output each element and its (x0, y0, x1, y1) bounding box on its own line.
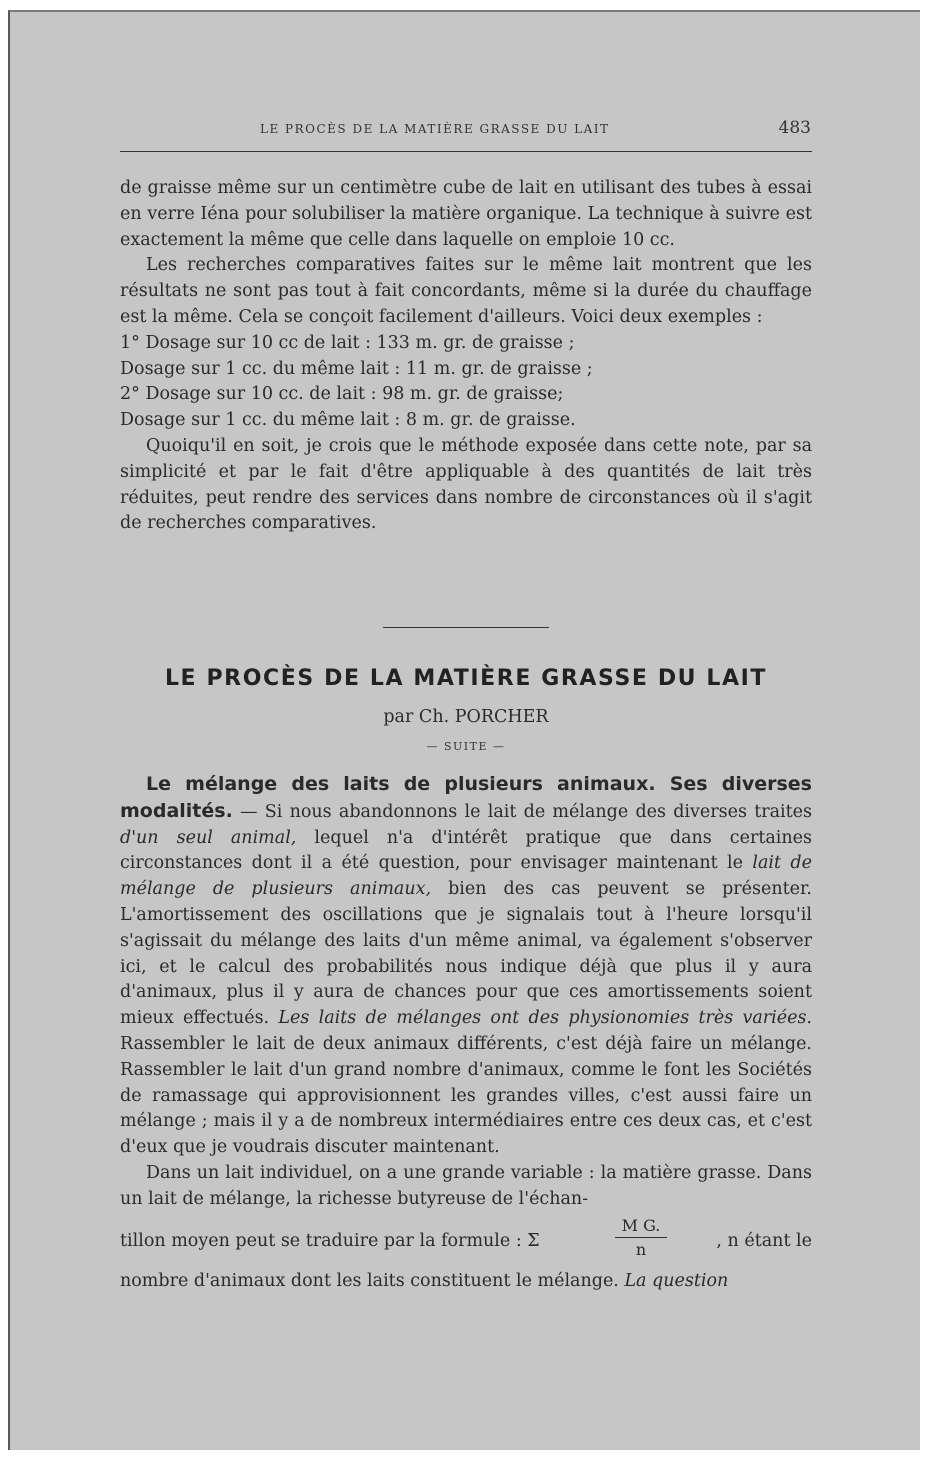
section-heading: Le mélange des laits de plusieurs animaux. Ses diverses modalités. (120, 773, 812, 822)
paragraph: de graisse même sur un centimètre cube de lait en utilisant des tubes à essai en verre Iéna pour solubiliser la matière organique. La technique à suivre est exactement la même que celle dans laquelle on emploie 10 cc. (120, 178, 812, 250)
formula-fraction (615, 1216, 667, 1260)
dosage-line: 2° Dosage sur 10 cc. de lait : 98 m. gr. de graisse; (120, 384, 564, 405)
previous-article-text (120, 176, 812, 537)
page-number: 483 (778, 118, 811, 138)
continuation-label: — SUITE — (426, 740, 506, 753)
article-body (120, 772, 812, 1294)
article-separator-rule (383, 627, 549, 628)
emphasis: d'un seul animal, (120, 827, 297, 848)
formula-line (120, 1213, 812, 1269)
emphasis: Les laits de mélanges ont des physionomies très variées. (278, 1008, 812, 1029)
text-run: lequel n'a d'intérêt pratique que dans certaines circonstances dont il a été question, pour envisager maintenant le (120, 827, 813, 874)
dosage-line: Dosage sur 1 cc. du même lait : 8 m. gr. de graisse. (120, 410, 576, 431)
text-run: Rassembler le lait de deux animaux différents, c'est déjà faire un mélange. Rassembler le lait d'un grand nombre d'animaux, comme le font les Sociétés de ramassage qui approvisionnent les grandes villes, c'est aussi faire un mélange ; mais il y a de nombreux intermédiaires entre ces deux cas, et c'est d'eux que je voudrais discuter maintenant. (120, 1033, 812, 1158)
text-run: — Si nous abandonnons le lait de mélange des diverses traites (232, 801, 812, 822)
paragraph (120, 772, 812, 1161)
fraction-bar (615, 1237, 667, 1238)
text-run: bien des cas peuvent se présenter. L'amortissement des oscillations que je signalais tout à l'heure lorsqu'il s'agissait du mélange des laits d'un même animal, va également s'observer ici, et le calcul des probabilités nous indique déjà que plus il y aura d'animaux, plus il y aura de chances pour que ces amortissements soient mieux effectués. (120, 879, 812, 1029)
paragraph-continuation (120, 1269, 812, 1295)
emphasis: La question (624, 1270, 729, 1291)
article-title: LE PROCÈS DE LA MATIÈRE GRASSE DU LAIT (164, 666, 768, 691)
running-head (120, 118, 815, 142)
formula-lead-text: tillon moyen peut se traduire par la formule : Σ (120, 1230, 540, 1251)
article-byline: par Ch. PORCHER (383, 707, 549, 727)
formula-numerator: M G. (621, 1215, 661, 1235)
paragraph: Quoiqu'il en soit, je crois que le méthode exposée dans cette note, par sa simplicité et par le fait d'être appliquable à des quantités de lait très réduites, peut rendre des services dans nombre de circonstances où il s'agit de recherches comparatives. (120, 435, 812, 534)
formula-denominator: n (635, 1239, 647, 1259)
dosage-line: 1° Dosage sur 10 cc de lait : 133 m. gr. de graisse ; (120, 332, 575, 353)
header-rule (120, 151, 812, 152)
dosage-line: Dosage sur 1 cc. du même lait : 11 m. gr. de graisse ; (120, 358, 593, 379)
paragraph: Les recherches comparatives faites sur le même lait montrent que les résultats ne sont pas tout à fait concordants, même si la durée du chauffage est la même. Cela se conçoit facilement d'ailleurs. Voici deux exemples : (120, 255, 812, 327)
running-title: LE PROCÈS DE LA MATIÈRE GRASSE DU LAIT (260, 122, 610, 136)
text-run: nombre d'animaux dont les laits constituent le mélange. (120, 1270, 625, 1291)
paragraph: Dans un lait individuel, on a une grande variable : la matière grasse. Dans un lait de mélange, la richesse butyreuse de l'échan- (120, 1162, 812, 1209)
emphasis: lait de mélange de plusieurs animaux, (120, 853, 812, 900)
formula-trailing-text: , n étant le (716, 1230, 812, 1251)
